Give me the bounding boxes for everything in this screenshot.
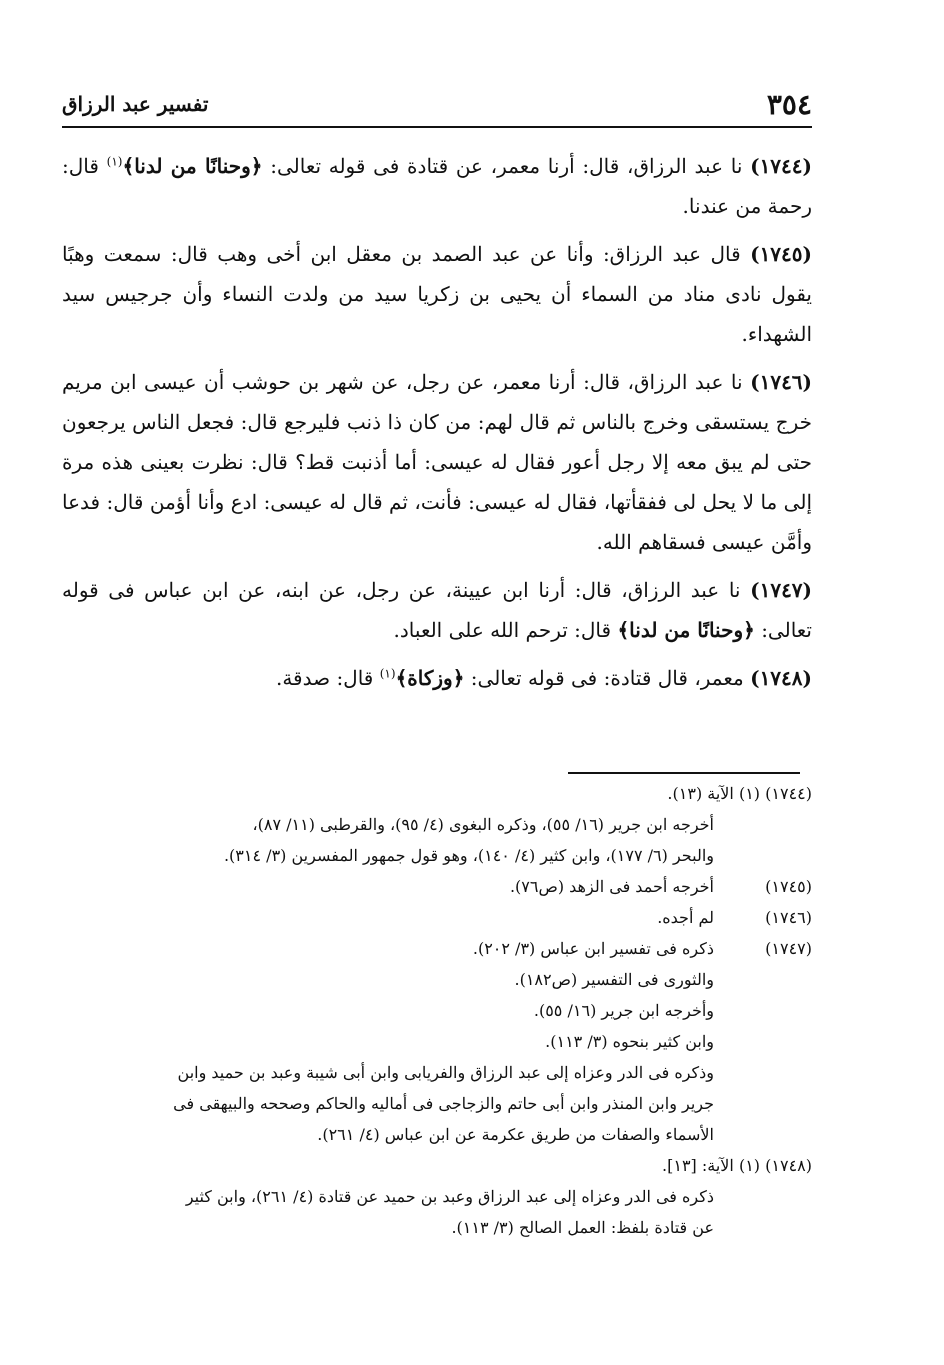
footnote-line: أخرجه أحمد فى الزهد (ص٧٦). — [509, 877, 714, 896]
footnote-label: (١٧٤٧) — [765, 939, 812, 958]
entry-1744 — [62, 146, 812, 226]
footnote-1744-body — [62, 809, 812, 871]
entry-text: قال: صدقة. — [275, 666, 374, 690]
footnote-1747 — [62, 933, 812, 1057]
footnote-1744-head: (١٧٤٤) (١) الآية (١٣). — [667, 784, 812, 803]
entry-text: معمر، قال قتادة: فى قوله تعالى: — [470, 666, 744, 690]
footnote-ref: (١) — [379, 666, 396, 681]
footnote-line: الأسماء والصفات من طريق عكرمة عن ابن عباس (٤/ ٢٦١). — [317, 1125, 714, 1144]
footnote-line: أخرجه ابن جرير (١٦/ ٥٥)، وذكره البغوى (٤/ ٩٥)، والقرطبى (١١/ ٨٧)، — [252, 815, 714, 834]
quran-quote: ﴿وحنانًا من لدنا﴾ — [617, 618, 755, 642]
quran-quote: ﴿وزكاة﴾ — [395, 666, 465, 690]
entry-text: نا عبد الرزاق، قال: أرنا معمر، عن قتادة فى قوله تعالى: — [270, 154, 743, 178]
footnote-line: والبحر (٦/ ١٧٧)، وابن كثير (٤/ ١٤٠)، وهو قول جمهور المفسرين (٣/ ٣١٤). — [223, 846, 714, 865]
footnote-1747-body — [62, 933, 714, 1057]
entry-1747 — [62, 570, 812, 650]
footnote-separator — [568, 772, 800, 774]
footnote-line: عن قتادة بلفظ: العمل الصالح (٣/ ١١٣). — [451, 1218, 714, 1237]
footnote-1747-continued — [62, 1057, 812, 1150]
entry-number: (١٧٤٥) — [750, 242, 812, 266]
footnote-1748-head: (١٧٤٨) (١) الآية: [١٣]. — [662, 1156, 812, 1175]
footnote-1748-body — [62, 1181, 812, 1243]
footnote-line: ذكره فى تفسير ابن عباس (٣/ ٢٠٢). — [472, 939, 714, 958]
page-header — [62, 88, 812, 128]
entry-text: قال: رحمة من عندنا. — [62, 154, 812, 218]
entry-1746 — [62, 362, 812, 562]
footnote-1745 — [62, 871, 812, 902]
footnote-line: وأخرجه ابن جرير (١٦/ ٥٥). — [533, 1001, 714, 1020]
footnote-1746 — [62, 902, 812, 933]
running-title: تفسير عبد الرزاق — [62, 92, 209, 116]
footnote-line: جرير وابن المنذر وابن أبى حاتم والزجاجى فى أماليه والحاكم وصححه والبيهقى فى — [173, 1094, 714, 1113]
footnote-line: ذكره فى الدر وعزاه إلى عبد الرزاق وعبد بن حميد عن قتادة (٤/ ٢٦١)، وابن كثير — [185, 1187, 714, 1206]
page-number: ٣٥٤ — [766, 88, 812, 121]
entry-number: (١٧٤٧) — [750, 578, 813, 602]
main-text — [62, 146, 812, 706]
quran-quote: ﴿وحنانًا من لدنا﴾ — [122, 154, 263, 178]
footnote-line: والثورى فى التفسير (ص١٨٢). — [514, 970, 714, 989]
footnote-line: وذكره فى الدر وعزاه إلى عبد الرزاق والفريابى وابن أبى شيبة وعبد بن حميد وابن — [177, 1063, 714, 1082]
entry-1748 — [62, 658, 812, 698]
footnote-label: (١٧٤٥) — [765, 877, 812, 896]
entry-text: نا عبد الرزاق، قال: أرنا ابن عيينة، عن رجل، عن ابنه، عن ابن عباس فى قوله تعالى: — [62, 578, 812, 642]
entry-number: (١٧٤٤) — [750, 154, 812, 178]
entry-text: قال عبد الرزاق: وأنا عن عبد الصمد بن معقل ابن أخى وهب قال: سمعت وهبًا يقول نادى مناد من السماء أن يحيى بن زكريا سيد من ولدت النساء وأن جرجيس سيد الشهداء. — [62, 242, 812, 346]
footnote-line: لم أجده. — [657, 908, 714, 927]
footnote-line: وابن كثير بنحوه (٣/ ١١٣). — [545, 1032, 714, 1051]
entry-1745 — [62, 234, 812, 354]
footnote-ref: (١) — [106, 154, 123, 169]
entry-number: (١٧٤٨) — [750, 666, 812, 690]
footnote-label: (١٧٤٦) — [765, 908, 812, 927]
entry-number: (١٧٤٦) — [750, 370, 813, 394]
entry-text: قال: ترحم الله على العباد. — [393, 618, 612, 642]
entry-text: نا عبد الرزاق، قال: أرنا معمر، عن رجل، عن شهر بن حوشب أن عيسى ابن مريم خرج يستسقى وخرج بالناس ثم قال لهم: من كان ذا ذنب فليرجع قال: فجعل الناس يرجعون حتى لم يبق معه إلا رجل أعور فقال له عيسى: أما أذنبت قط؟ قال: نظرت بعينى هذه مرة إلى ما لا يحل لى ففقأتها، فقال له عيسى: فأنت، ثم قال له عيسى: ادع وأنا أؤمن قال: فدعا وأمَّن عيسى فسقاهم الله. — [62, 370, 812, 554]
footnotes — [62, 778, 812, 1243]
